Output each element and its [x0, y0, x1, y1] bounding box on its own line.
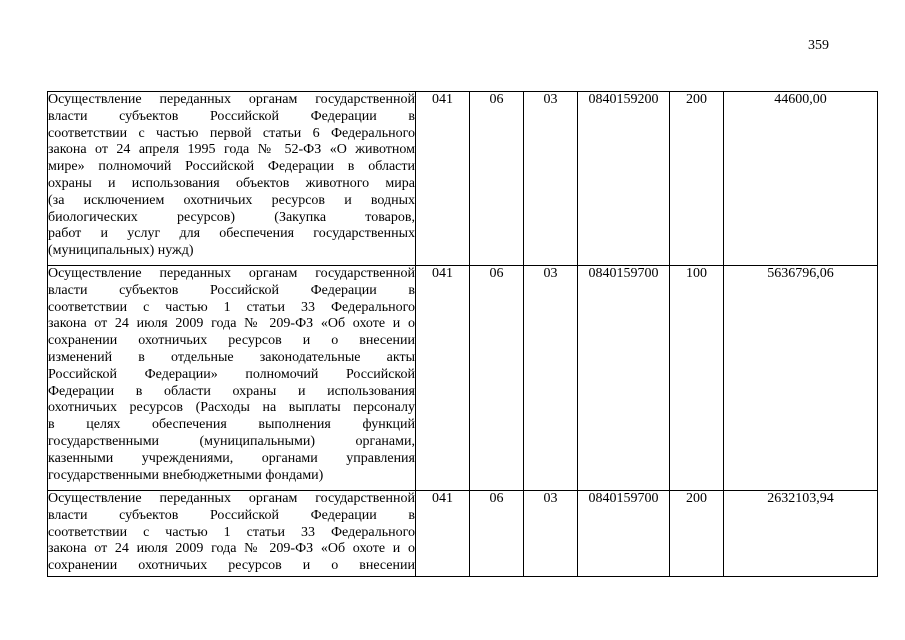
- description-line: власти субъектов Российской Федерации в: [48, 108, 415, 124]
- description-line: сохранении охотничьих ресурсов и о внесении: [48, 558, 415, 574]
- description-line: изменений в отдельные законодательные акты: [48, 349, 415, 365]
- description-line: закона от 24 июля 2009 года № 209-ФЗ «Об охоте и о: [48, 316, 415, 332]
- description-line: Осуществление переданных органам государственной: [48, 491, 415, 506]
- row-description: [48, 266, 416, 491]
- description-line: Осуществление переданных органам государственной: [48, 92, 415, 107]
- description-line: охраны и использования объектов животного мира: [48, 175, 415, 191]
- description-line: государственными внебюджетными фондами): [48, 467, 324, 483]
- expense-type-code: 100: [670, 266, 724, 491]
- description-line: биологических ресурсов) (Закупка товаров,: [48, 209, 415, 225]
- table-row: [48, 92, 878, 266]
- ministry-code: 041: [416, 92, 470, 266]
- budget-table: [47, 91, 878, 577]
- amount: 5636796,06: [724, 266, 878, 491]
- description-line: соответствии с частью первой статьи 6 Федерального: [48, 125, 415, 141]
- ministry-code: 041: [416, 266, 470, 491]
- description-line: работ и услуг для обеспечения государственных: [48, 226, 415, 242]
- description-line: Осуществление переданных органам государственной: [48, 266, 415, 281]
- table-row: [48, 491, 878, 577]
- section-code: 06: [470, 92, 524, 266]
- description-line: Российской Федерации» полномочий Российской: [48, 366, 415, 382]
- section-code: 06: [470, 491, 524, 577]
- subsection-code: 03: [524, 491, 578, 577]
- description-line: власти субъектов Российской Федерации в: [48, 282, 415, 298]
- section-code: 06: [470, 266, 524, 491]
- target-article-code: 0840159700: [578, 266, 670, 491]
- subsection-code: 03: [524, 92, 578, 266]
- description-line: сохранении охотничьих ресурсов и о внесении: [48, 333, 415, 349]
- ministry-code: 041: [416, 491, 470, 577]
- subsection-code: 03: [524, 266, 578, 491]
- description-line: Федерации в области охраны и использования: [48, 383, 415, 399]
- description-line: государственными (муниципальными) органами,: [48, 433, 415, 449]
- page-number: 359: [808, 38, 829, 53]
- description-line: в целях обеспечения выполнения функций: [48, 417, 415, 433]
- description-line: (муниципальных) нужд): [48, 243, 194, 259]
- description-line: соответствии с частью 1 статьи 33 Федерального: [48, 524, 415, 540]
- amount: 2632103,94: [724, 491, 878, 577]
- description-line: власти субъектов Российской Федерации в: [48, 507, 415, 523]
- amount: 44600,00: [724, 92, 878, 266]
- description-line: закона от 24 июля 2009 года № 209-ФЗ «Об охоте и о: [48, 541, 415, 557]
- expense-type-code: 200: [670, 92, 724, 266]
- row-description: [48, 491, 416, 577]
- expense-type-code: 200: [670, 491, 724, 577]
- description-line: (за исключением охотничьих ресурсов и водных: [48, 192, 415, 208]
- description-line: охотничьих ресурсов (Расходы на выплаты персоналу: [48, 400, 415, 416]
- table-row: [48, 266, 878, 491]
- description-line: закона от 24 апреля 1995 года № 52-ФЗ «О животном: [48, 142, 415, 158]
- description-line: мире» полномочий Российской Федерации в области: [48, 159, 415, 175]
- target-article-code: 0840159200: [578, 92, 670, 266]
- target-article-code: 0840159700: [578, 491, 670, 577]
- description-line: соответствии с частью 1 статьи 33 Федерального: [48, 299, 415, 315]
- description-line: казенными учреждениями, органами управления: [48, 450, 415, 466]
- row-description: [48, 92, 416, 266]
